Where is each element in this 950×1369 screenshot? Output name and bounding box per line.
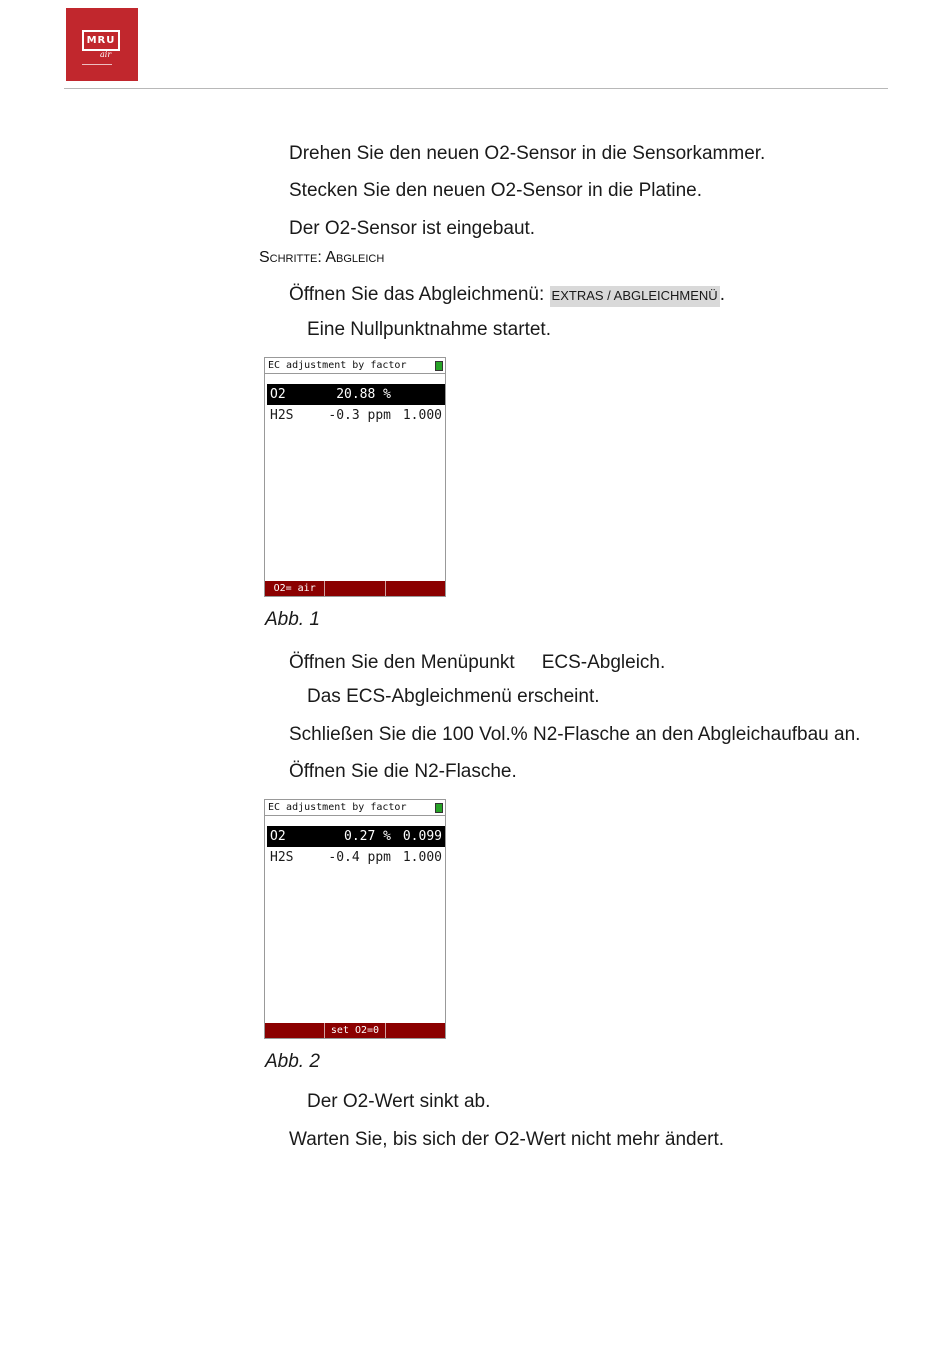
softkey-2 bbox=[324, 581, 384, 596]
softkey-2: set O2=0 bbox=[324, 1023, 384, 1038]
step-text: Öffnen Sie den Menüpunkt bbox=[289, 652, 515, 673]
row-gas-name: H2S bbox=[270, 408, 294, 423]
step-suffix: . bbox=[719, 284, 725, 305]
paragraph-plug-sensor: Stecken Sie den neuen O2-Sensor in die Platine. bbox=[289, 180, 702, 201]
zero-point-note: Eine Nullpunktnahme startet. bbox=[307, 319, 551, 340]
battery-icon bbox=[435, 361, 443, 371]
logo-sub: air bbox=[100, 50, 112, 59]
softkey-3 bbox=[385, 581, 445, 596]
softkey-bar bbox=[265, 581, 445, 596]
step-connect-bottle: Schließen Sie die 100 Vol.% N2-Flasche an den Abgleichaufbau an. bbox=[289, 724, 861, 745]
screen-title bbox=[265, 358, 445, 374]
device-screen-figure-2 bbox=[264, 799, 446, 1039]
section-heading: Schritte: Abgleich bbox=[259, 249, 385, 266]
row-value: 0.27 % bbox=[344, 829, 391, 844]
row-gas-name: O2 bbox=[270, 387, 286, 402]
softkey-3 bbox=[385, 1023, 445, 1038]
menu-appears-note: Das ECS-Abgleichmenü erscheint. bbox=[307, 686, 600, 707]
step-open-adjustment-menu bbox=[289, 283, 725, 308]
company-logo bbox=[66, 8, 138, 81]
step-wait: Warten Sie, bis sich der O2-Wert nicht mehr ändert. bbox=[289, 1129, 725, 1150]
header-divider bbox=[64, 88, 888, 89]
figure-caption-2: Abb. 2 bbox=[265, 1051, 320, 1072]
measurement-row-o2 bbox=[267, 384, 445, 405]
battery-icon bbox=[435, 803, 443, 813]
step-open-menu-item bbox=[289, 651, 665, 675]
paragraph-sensor-installed: Der O2-Sensor ist eingebaut. bbox=[289, 218, 536, 239]
logo-line bbox=[82, 64, 112, 65]
measurement-row-o2 bbox=[267, 826, 445, 847]
row-factor: 0.099 bbox=[402, 829, 442, 844]
figure-caption-1: Abb. 1 bbox=[265, 609, 320, 630]
softkey-1 bbox=[265, 1023, 324, 1038]
softkey-1: O2= air bbox=[273, 583, 316, 594]
row-gas-name: O2 bbox=[270, 829, 286, 844]
screen-title-text: EC adjustment by factor bbox=[268, 360, 407, 371]
paragraph-insert-sensor: Drehen Sie den neuen O2-Sensor in die Sensorkammer. bbox=[289, 143, 766, 164]
screen-title bbox=[265, 800, 445, 816]
row-value: 20.88 % bbox=[336, 387, 391, 402]
step-open-bottle: Öffnen Sie die N2-Flasche. bbox=[289, 761, 517, 782]
row-value: -0.3 ppm bbox=[328, 408, 391, 423]
menu-item-name: ECS-Abgleich. bbox=[541, 652, 666, 673]
step-text: Öffnen Sie das Abgleichmenü: bbox=[289, 284, 550, 305]
screen-title-text: EC adjustment by factor bbox=[268, 802, 407, 813]
softkey-bar bbox=[265, 1023, 445, 1038]
measurement-row-h2s bbox=[267, 405, 445, 426]
row-factor: 1.000 bbox=[402, 408, 442, 423]
row-gas-name: H2S bbox=[270, 850, 294, 865]
row-factor: 1.000 bbox=[402, 850, 442, 865]
o2-drops-note: Der O2-Wert sinkt ab. bbox=[307, 1091, 491, 1112]
device-screen-figure-1 bbox=[264, 357, 446, 597]
menu-path: EXTRAS / ABGLEICHMENÜ bbox=[550, 286, 720, 307]
logo-mark: MRU bbox=[82, 30, 120, 51]
row-value: -0.4 ppm bbox=[328, 850, 391, 865]
measurement-row-h2s bbox=[267, 847, 445, 868]
